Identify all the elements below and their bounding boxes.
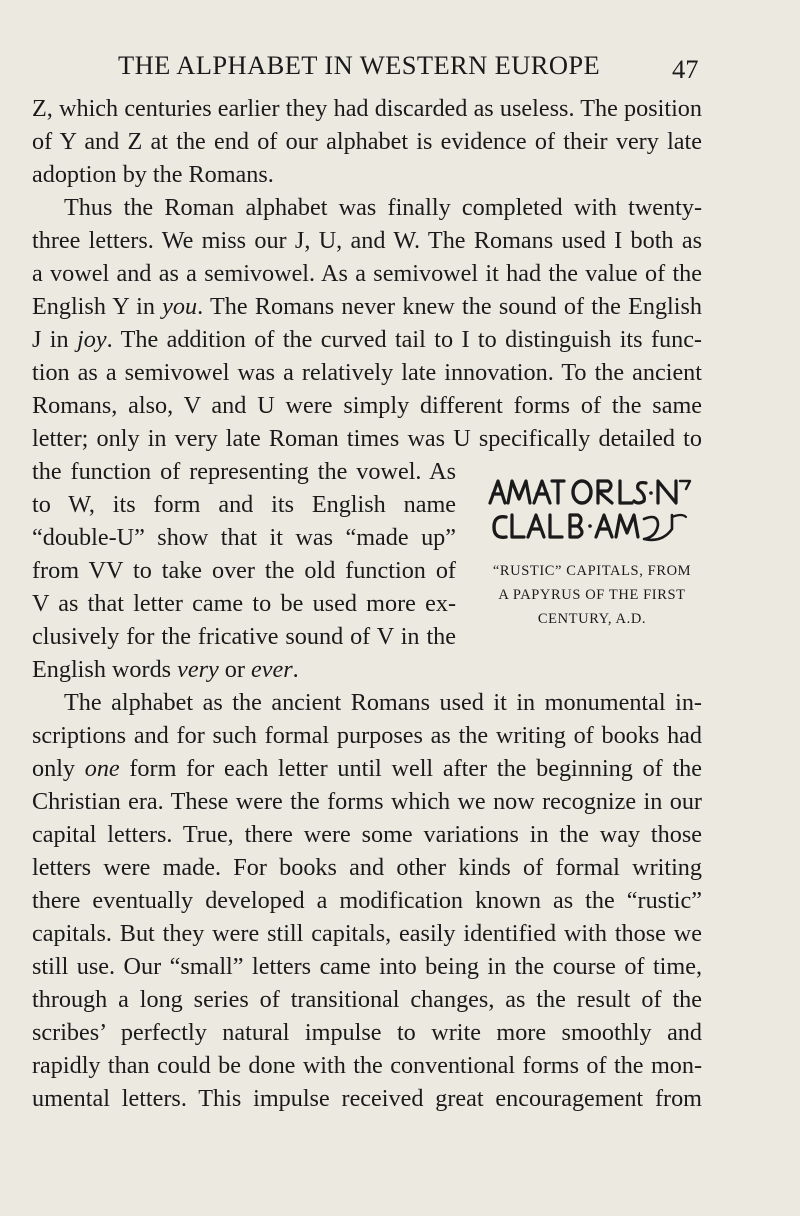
text-line: a vowel and as a semivowel. As a semivowel it had the value of the [32,260,702,287]
text-line: only one form for each letter until well after the beginning of the [32,755,702,782]
text-line: English words very or ever. [32,656,299,683]
text-line: scribes’ perfectly natural impulse to write more smoothly and [32,1019,702,1046]
text-line: letters were made. For books and other kinds of formal writing [32,854,702,881]
page-header [0,44,800,84]
text-line: three letters. We miss our J, U, and W. The Romans used I both as [32,227,702,254]
text-line: rapidly than could be done with the conventional forms of the mon- [32,1052,702,1079]
text-line: clusively for the fricative sound of V in the [32,623,456,650]
text-line: of Y and Z at the end of our alphabet is evidence of their very late [32,128,702,155]
text-line: capital letters. True, there were some variations in the way those [32,821,702,848]
caption-line: A PAPYRUS OF THE FIRST [498,587,686,603]
text-line: letter; only in very late Roman times was U specifically detailed to [32,425,702,452]
text-line: Christian era. These were the forms which we now recognize in our [32,788,702,815]
italic-word: one [84,755,120,782]
text-line: to W, its form and its English name [32,491,456,518]
text-line: Romans, also, V and U were simply different forms of the same [32,392,702,419]
text-line: V as that letter came to be used more ex- [32,590,456,617]
text-line: adoption by the Romans. [32,161,274,188]
text-line: Z, which centuries earlier they had discarded as useless. The position [32,95,702,122]
text-line: still use. Our “small” letters came into being in the course of time, [32,953,702,980]
text-line: tion as a semivowel was a relatively late innovation. To the ancient [32,359,702,386]
page-number: 47 [672,54,699,84]
rustic-capitals-illustration [486,473,706,545]
figure-caption [476,559,708,631]
italic-word: you [162,293,198,320]
text-line: capitals. But they were still capitals, easily identified with those we [32,920,702,947]
text-line: scriptions and for such formal purposes as the writing of books had [32,722,702,749]
text-line: Thus the Roman alphabet was finally completed with twenty- [64,194,702,221]
text-line: there eventually developed a modification known as the “rustic” [32,887,702,914]
caption-line: CENTURY, A.D. [537,611,647,627]
italic-word: very [177,656,219,683]
text-line: from VV to take over the old function of [32,557,456,584]
text-line: English Y in you. The Romans never knew the sound of the English [32,293,702,320]
text-line: J in joy. The addition of the curved tail to I to distinguish its func- [32,326,702,353]
running-head: THE ALPHABET IN WESTERN EUROPE [118,50,601,80]
text-line: The alphabet as the ancient Romans used it in monumental in- [64,689,702,716]
text-line: umental letters. This impulse received great encouragement from [32,1085,702,1112]
caption-line: “RUSTIC” CAPITALS, FROM [492,563,692,579]
text-line: through a long series of transitional changes, as the result of the [32,986,702,1013]
italic-word: joy [77,326,107,353]
text-line: the function of representing the vowel. As [32,458,456,485]
text-line: “double-U” show that it was “made up” [32,524,456,551]
italic-word: ever [251,656,293,683]
